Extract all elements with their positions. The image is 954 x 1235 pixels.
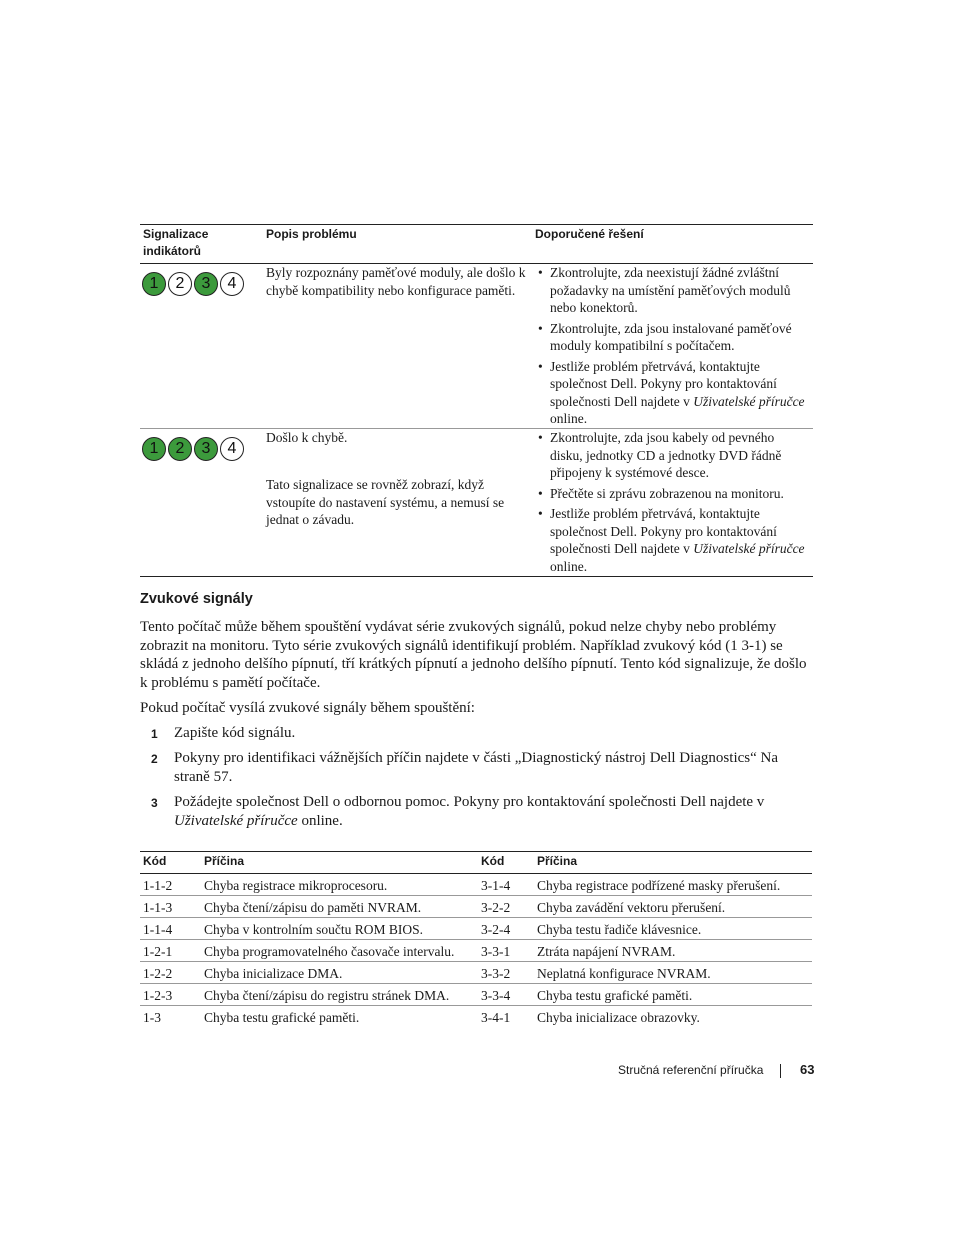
footer-divider xyxy=(780,1064,781,1078)
beep-code: 3-1-4 xyxy=(481,878,511,893)
step-number: 3 xyxy=(151,796,158,810)
header-cause: Příčina xyxy=(537,854,578,868)
table-rule xyxy=(140,851,812,852)
beep-code: 1-2-2 xyxy=(143,966,173,981)
header-cause: Příčina xyxy=(204,854,245,868)
solution-cell xyxy=(538,429,810,578)
solution-item: • Přečtěte si zprávu zobrazenou na monitoru. xyxy=(538,485,810,503)
beep-code: 3-2-2 xyxy=(481,900,511,915)
beep-cause: Chyba inicializace DMA. xyxy=(204,966,343,981)
header-problem: Popis problému xyxy=(266,227,357,241)
table-row xyxy=(140,940,812,962)
beep-code: 3-2-4 xyxy=(481,922,511,937)
beep-code: 1-1-4 xyxy=(143,922,173,937)
diagnostic-light-4: 4 xyxy=(220,437,244,461)
beep-code: 1-2-3 xyxy=(143,988,173,1003)
step-text: Zapište kód signálu. xyxy=(174,725,296,741)
step-item xyxy=(140,793,815,833)
problem-description: Došlo k chybě. xyxy=(266,430,348,445)
beep-code: 1-3 xyxy=(143,1010,161,1025)
solution-cell xyxy=(538,264,810,431)
beep-code: 3-4-1 xyxy=(481,1010,511,1025)
beep-cause: Chyba registrace mikroprocesoru. xyxy=(204,878,388,893)
table-row xyxy=(140,918,812,940)
step-text-part: Požádejte společnost Dell o odbornou pomoc. Pokyny pro kontaktování společnosti Dell najdete v xyxy=(174,794,765,810)
led-pattern-row-1 xyxy=(142,272,244,296)
beep-code: 1-1-3 xyxy=(143,900,173,915)
table-row xyxy=(140,984,812,1006)
beep-cause: Chyba inicializace obrazovky. xyxy=(537,1010,700,1025)
solution-text: Jestliže problém přetrvává, kontaktujte společnost Dell. Pokyny pro kontaktování společnosti Dell najdete v xyxy=(550,506,777,556)
beep-cause: Neplatná konfigurace NVRAM. xyxy=(537,966,711,981)
problem-description: Byly rozpoznány paměťové moduly, ale došlo k chybě kompatibility nebo konfigurace paměti. xyxy=(266,265,526,298)
manual-reference: Uživatelské příručce xyxy=(693,541,805,556)
diagnostic-light-2: 2 xyxy=(168,272,192,296)
step-text-part: online. xyxy=(297,812,343,829)
section-heading: Zvukové signály xyxy=(140,591,253,607)
beep-code: 1-2-1 xyxy=(143,944,173,959)
diagnostic-light-2: 2 xyxy=(168,437,192,461)
table-row xyxy=(140,962,812,984)
beep-cause: Chyba čtení/zápisu do paměti NVRAM. xyxy=(204,900,422,915)
beep-code: 3-3-4 xyxy=(481,988,511,1003)
solution-item: • Zkontrolujte, zda jsou kabely od pevného disku, jednotky CD a jednotky DVD řádně připojeny k systémové desce. xyxy=(538,429,810,482)
led-pattern-row-2 xyxy=(142,437,244,461)
solution-text: Jestliže problém přetrvává, kontaktujte společnost Dell. Pokyny pro kontaktování společnosti Dell najdete v xyxy=(550,358,777,409)
solution-item: • Zkontrolujte, zda neexistují žádné zvláštní požadavky na umístění paměťových modulů nebo konektorů. xyxy=(538,264,810,317)
step-number: 1 xyxy=(151,727,158,741)
diagnostic-light-3: 3 xyxy=(194,272,218,296)
beep-code: 1-1-2 xyxy=(143,878,173,893)
step-text xyxy=(174,793,814,830)
beep-cause: Chyba registrace podřízené masky přerušení. xyxy=(537,878,781,893)
beep-code: 3-3-2 xyxy=(481,966,511,981)
beep-cause: Ztráta napájení NVRAM. xyxy=(537,944,676,959)
beep-cause: Chyba čtení/zápisu do registru stránek DMA. xyxy=(204,988,450,1003)
solution-item xyxy=(538,505,810,575)
step-item xyxy=(140,749,815,789)
intro-paragraph: Tento počítač může během spouštění vydávat série zvukových signálů, pokud nelze chyby nebo problémy zobrazit na monitoru. Tyto série zvukových signálů identifikují problém. Například zvukový kód (1 3-1) se skládá z jednoho delšího pípnutí, tří krátkých pípnutí a jednoho delšího pípnutí. Tento kód signalizuje, že došlo k problému s pamětí počítače. xyxy=(140,619,807,691)
diagnostic-light-1: 1 xyxy=(142,272,166,296)
table-row xyxy=(140,896,812,918)
lead-paragraph: Pokud počítač vysílá zvukové signály během spouštění: xyxy=(140,700,475,716)
beep-cause: Chyba testu řadiče klávesnice. xyxy=(537,922,702,937)
beep-cause: Chyba testu grafické paměti. xyxy=(537,988,693,1003)
manual-reference: Uživatelské příručce xyxy=(693,393,805,409)
header-code: Kód xyxy=(143,854,167,868)
footer-title: Stručná referenční příručka xyxy=(618,1063,764,1077)
beep-cause: Chyba zavádění vektoru přerušení. xyxy=(537,900,726,915)
header-code: Kód xyxy=(481,854,505,868)
problem-note: Tato signalizace se rovněž zobrazí, když vstoupíte do nastavení systému, a nemusí se jednat o závadu. xyxy=(266,477,505,527)
table-row xyxy=(140,874,812,896)
step-number: 2 xyxy=(151,752,158,766)
page-number: 63 xyxy=(800,1062,815,1077)
beep-code: 3-3-1 xyxy=(481,944,511,959)
table-row xyxy=(140,1006,812,1028)
header-indicators: Signalizace indikátorů xyxy=(143,227,209,258)
header-solution: Doporučené řešení xyxy=(535,227,644,241)
beep-cause: Chyba programovatelného časovače intervalu. xyxy=(204,944,455,959)
step-item xyxy=(140,724,815,744)
solution-text: online. xyxy=(550,558,588,574)
diagnostic-light-1: 1 xyxy=(142,437,166,461)
diagnostic-light-3: 3 xyxy=(194,437,218,461)
step-text: Pokyny pro identifikaci vážnějších příčin najdete v části „Diagnostický nástroj Dell Diagnostics“ Na straně 57. xyxy=(174,750,778,785)
solution-item: • Zkontrolujte, zda jsou instalované paměťové moduly kompatibilní s počítačem. xyxy=(538,320,810,355)
manual-reference: Uživatelské příručce xyxy=(174,812,298,829)
beep-cause: Chyba testu grafické paměti. xyxy=(204,1010,360,1025)
solution-item xyxy=(538,358,810,428)
solution-text: online. xyxy=(550,411,588,426)
beep-cause: Chyba v kontrolním součtu ROM BIOS. xyxy=(204,922,424,937)
diagnostic-light-4: 4 xyxy=(220,272,244,296)
table-rule xyxy=(140,224,813,225)
table-rule xyxy=(140,576,813,577)
